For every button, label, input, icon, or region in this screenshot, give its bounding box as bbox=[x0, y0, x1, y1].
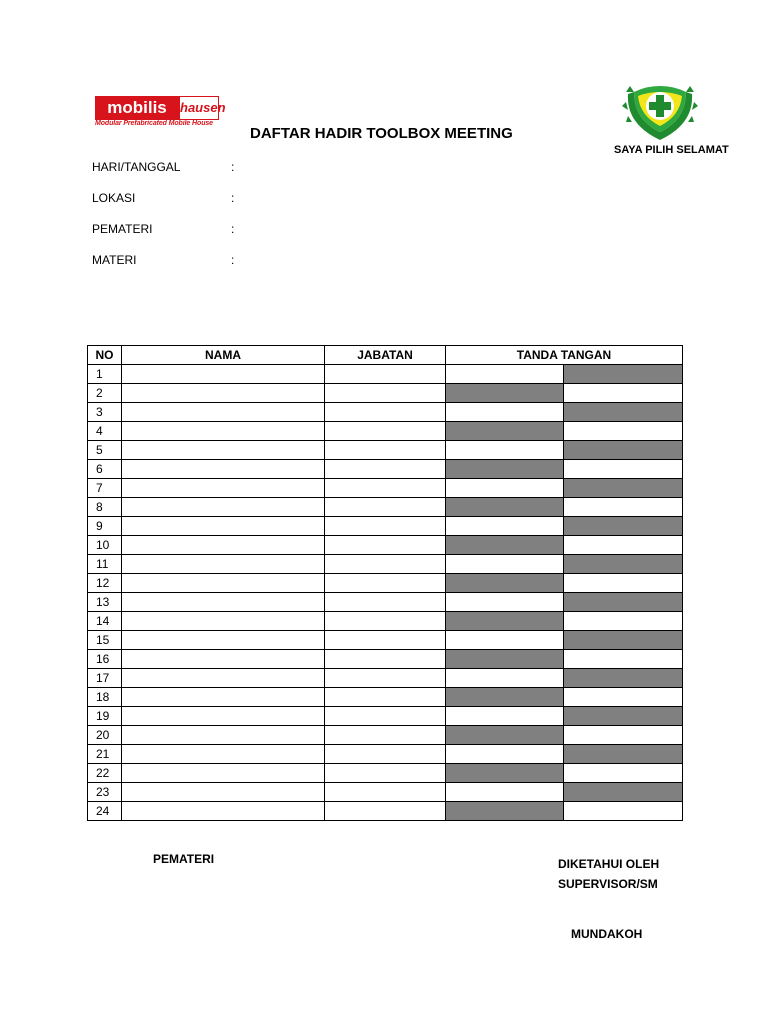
table-row bbox=[88, 726, 683, 745]
row-number: 14 bbox=[88, 612, 122, 631]
jabatan-cell[interactable] bbox=[325, 593, 446, 612]
row-number: 19 bbox=[88, 707, 122, 726]
nama-cell[interactable] bbox=[122, 764, 325, 783]
field-label-hari-tanggal: HARI/TANGGAL bbox=[92, 160, 181, 174]
row-number: 2 bbox=[88, 384, 122, 403]
field-label-materi: MATERI bbox=[92, 253, 137, 267]
jabatan-cell[interactable] bbox=[325, 555, 446, 574]
signature-cell-left[interactable] bbox=[446, 479, 564, 498]
table-row bbox=[88, 498, 683, 517]
jabatan-cell[interactable] bbox=[325, 688, 446, 707]
row-number: 3 bbox=[88, 403, 122, 422]
row-number: 21 bbox=[88, 745, 122, 764]
jabatan-cell[interactable] bbox=[325, 498, 446, 517]
signature-cell-right[interactable] bbox=[564, 479, 683, 498]
nama-cell[interactable] bbox=[122, 422, 325, 441]
row-number: 8 bbox=[88, 498, 122, 517]
signature-cell-left[interactable] bbox=[446, 574, 564, 593]
signature-cell-right[interactable] bbox=[564, 745, 683, 764]
company-logo bbox=[95, 96, 226, 130]
nama-cell[interactable] bbox=[122, 574, 325, 593]
signature-cell-right[interactable] bbox=[564, 802, 683, 821]
jabatan-cell[interactable] bbox=[325, 517, 446, 536]
signature-cell-right[interactable] bbox=[564, 422, 683, 441]
nama-cell[interactable] bbox=[122, 802, 325, 821]
signature-cell-left[interactable] bbox=[446, 764, 564, 783]
jabatan-cell[interactable] bbox=[325, 441, 446, 460]
field-label-lokasi: LOKASI bbox=[92, 191, 136, 205]
nama-cell[interactable] bbox=[122, 650, 325, 669]
jabatan-cell[interactable] bbox=[325, 384, 446, 403]
table-row bbox=[88, 517, 683, 536]
nama-cell[interactable] bbox=[122, 707, 325, 726]
table-row bbox=[88, 783, 683, 802]
signature-cell-right[interactable] bbox=[564, 707, 683, 726]
row-number: 7 bbox=[88, 479, 122, 498]
row-number: 12 bbox=[88, 574, 122, 593]
nama-cell[interactable] bbox=[122, 517, 325, 536]
header-nama: NAMA bbox=[122, 346, 325, 365]
row-number: 16 bbox=[88, 650, 122, 669]
nama-cell[interactable] bbox=[122, 612, 325, 631]
row-number: 23 bbox=[88, 783, 122, 802]
jabatan-cell[interactable] bbox=[325, 707, 446, 726]
signature-cell-left[interactable] bbox=[446, 688, 564, 707]
signature-cell-right[interactable] bbox=[564, 688, 683, 707]
nama-cell[interactable] bbox=[122, 726, 325, 745]
header-no: NO bbox=[88, 346, 122, 365]
signature-cell-right[interactable] bbox=[564, 384, 683, 403]
signature-cell-left[interactable] bbox=[446, 555, 564, 574]
jabatan-cell[interactable] bbox=[325, 745, 446, 764]
safety-badge bbox=[614, 80, 729, 162]
jabatan-cell[interactable] bbox=[325, 574, 446, 593]
table-row bbox=[88, 802, 683, 821]
signature-right-label-2: SUPERVISOR/SM bbox=[558, 877, 658, 891]
signature-cell-right[interactable] bbox=[564, 517, 683, 536]
signature-cell-right[interactable] bbox=[564, 536, 683, 555]
jabatan-cell[interactable] bbox=[325, 536, 446, 555]
attendance-table bbox=[87, 345, 683, 821]
signature-cell-right[interactable] bbox=[564, 764, 683, 783]
field-label-pemateri: PEMATERI bbox=[92, 222, 153, 236]
nama-cell[interactable] bbox=[122, 593, 325, 612]
signature-cell-left[interactable] bbox=[446, 802, 564, 821]
nama-cell[interactable] bbox=[122, 384, 325, 403]
table-row bbox=[88, 479, 683, 498]
table-row bbox=[88, 422, 683, 441]
field-colon: : bbox=[231, 160, 235, 174]
signature-cell-left[interactable] bbox=[446, 460, 564, 479]
signature-cell-left[interactable] bbox=[446, 650, 564, 669]
jabatan-cell[interactable] bbox=[325, 479, 446, 498]
header-tanda-tangan: TANDA TANGAN bbox=[446, 346, 683, 365]
signature-cell-left[interactable] bbox=[446, 593, 564, 612]
signature-cell-right[interactable] bbox=[564, 441, 683, 460]
table-row bbox=[88, 745, 683, 764]
nama-cell[interactable] bbox=[122, 688, 325, 707]
nama-cell[interactable] bbox=[122, 498, 325, 517]
signature-cell-right[interactable] bbox=[564, 669, 683, 688]
signature-cell-left[interactable] bbox=[446, 612, 564, 631]
table-row bbox=[88, 441, 683, 460]
field-colon: : bbox=[231, 191, 235, 205]
row-number: 11 bbox=[88, 555, 122, 574]
table-row bbox=[88, 403, 683, 422]
table-row bbox=[88, 612, 683, 631]
signature-cell-left[interactable] bbox=[446, 536, 564, 555]
signature-cell-left[interactable] bbox=[446, 745, 564, 764]
nama-cell[interactable] bbox=[122, 460, 325, 479]
nama-cell[interactable] bbox=[122, 403, 325, 422]
signature-cell-right[interactable] bbox=[564, 593, 683, 612]
signature-cell-left[interactable] bbox=[446, 403, 564, 422]
signature-cell-right[interactable] bbox=[564, 498, 683, 517]
signature-cell-right[interactable] bbox=[564, 574, 683, 593]
table-row bbox=[88, 764, 683, 783]
row-number: 1 bbox=[88, 365, 122, 384]
nama-cell[interactable] bbox=[122, 441, 325, 460]
signature-cell-left[interactable] bbox=[446, 441, 564, 460]
nama-cell[interactable] bbox=[122, 365, 325, 384]
row-number: 15 bbox=[88, 631, 122, 650]
signature-cell-right[interactable] bbox=[564, 726, 683, 745]
table-row bbox=[88, 460, 683, 479]
table-row bbox=[88, 593, 683, 612]
nama-cell[interactable] bbox=[122, 745, 325, 764]
logo-right-text: hausen bbox=[179, 96, 219, 120]
jabatan-cell[interactable] bbox=[325, 460, 446, 479]
header-jabatan: JABATAN bbox=[325, 346, 446, 365]
signature-cell-right[interactable] bbox=[564, 783, 683, 802]
signature-cell-right[interactable] bbox=[564, 612, 683, 631]
nama-cell[interactable] bbox=[122, 555, 325, 574]
logo-tagline: Modular Prefabricated Mobile House bbox=[95, 120, 213, 127]
signature-cell-left[interactable] bbox=[446, 783, 564, 802]
nama-cell[interactable] bbox=[122, 536, 325, 555]
jabatan-cell[interactable] bbox=[325, 403, 446, 422]
jabatan-cell[interactable] bbox=[325, 669, 446, 688]
row-number: 10 bbox=[88, 536, 122, 555]
nama-cell[interactable] bbox=[122, 783, 325, 802]
jabatan-cell[interactable] bbox=[325, 783, 446, 802]
jabatan-cell[interactable] bbox=[325, 726, 446, 745]
page-title: DAFTAR HADIR TOOLBOX MEETING bbox=[250, 125, 513, 142]
row-number: 22 bbox=[88, 764, 122, 783]
logo-mark bbox=[95, 96, 226, 120]
signature-cell-right[interactable] bbox=[564, 631, 683, 650]
badge-caption: SAYA PILIH SELAMAT bbox=[614, 144, 729, 156]
signature-cell-left[interactable] bbox=[446, 631, 564, 650]
field-colon: : bbox=[231, 253, 235, 267]
table-row bbox=[88, 707, 683, 726]
jabatan-cell[interactable] bbox=[325, 365, 446, 384]
table-row bbox=[88, 574, 683, 593]
signature-cell-left[interactable] bbox=[446, 707, 564, 726]
safety-cross-badge-icon bbox=[620, 80, 700, 146]
signature-cell-right[interactable] bbox=[564, 460, 683, 479]
signature-cell-left[interactable] bbox=[446, 669, 564, 688]
signature-cell-left[interactable] bbox=[446, 498, 564, 517]
signature-cell-left[interactable] bbox=[446, 365, 564, 384]
jabatan-cell[interactable] bbox=[325, 422, 446, 441]
table-row bbox=[88, 555, 683, 574]
jabatan-cell[interactable] bbox=[325, 612, 446, 631]
table-row bbox=[88, 688, 683, 707]
signature-cell-left[interactable] bbox=[446, 517, 564, 536]
nama-cell[interactable] bbox=[122, 631, 325, 650]
table-row bbox=[88, 536, 683, 555]
row-number: 24 bbox=[88, 802, 122, 821]
signature-cell-right[interactable] bbox=[564, 365, 683, 384]
row-number: 9 bbox=[88, 517, 122, 536]
table-row bbox=[88, 669, 683, 688]
row-number: 18 bbox=[88, 688, 122, 707]
jabatan-cell[interactable] bbox=[325, 764, 446, 783]
field-colon: : bbox=[231, 222, 235, 236]
table-row bbox=[88, 384, 683, 403]
table-row bbox=[88, 650, 683, 669]
signature-left-label: PEMATERI bbox=[153, 852, 215, 866]
row-number: 13 bbox=[88, 593, 122, 612]
signature-cell-left[interactable] bbox=[446, 422, 564, 441]
signature-cell-left[interactable] bbox=[446, 726, 564, 745]
signature-cell-right[interactable] bbox=[564, 555, 683, 574]
signature-cell-right[interactable] bbox=[564, 403, 683, 422]
logo-left-text: mobilis bbox=[95, 96, 179, 120]
row-number: 20 bbox=[88, 726, 122, 745]
row-number: 6 bbox=[88, 460, 122, 479]
row-number: 5 bbox=[88, 441, 122, 460]
row-number: 17 bbox=[88, 669, 122, 688]
signature-cell-right[interactable] bbox=[564, 650, 683, 669]
signature-cell-left[interactable] bbox=[446, 384, 564, 403]
jabatan-cell[interactable] bbox=[325, 631, 446, 650]
row-number: 4 bbox=[88, 422, 122, 441]
signature-right-name: MUNDAKOH bbox=[571, 927, 643, 941]
table-header-row bbox=[88, 346, 683, 365]
nama-cell[interactable] bbox=[122, 479, 325, 498]
table-row bbox=[88, 631, 683, 650]
jabatan-cell[interactable] bbox=[325, 650, 446, 669]
table-row bbox=[88, 365, 683, 384]
signature-right-label-1: DIKETAHUI OLEH bbox=[558, 857, 660, 871]
nama-cell[interactable] bbox=[122, 669, 325, 688]
jabatan-cell[interactable] bbox=[325, 802, 446, 821]
